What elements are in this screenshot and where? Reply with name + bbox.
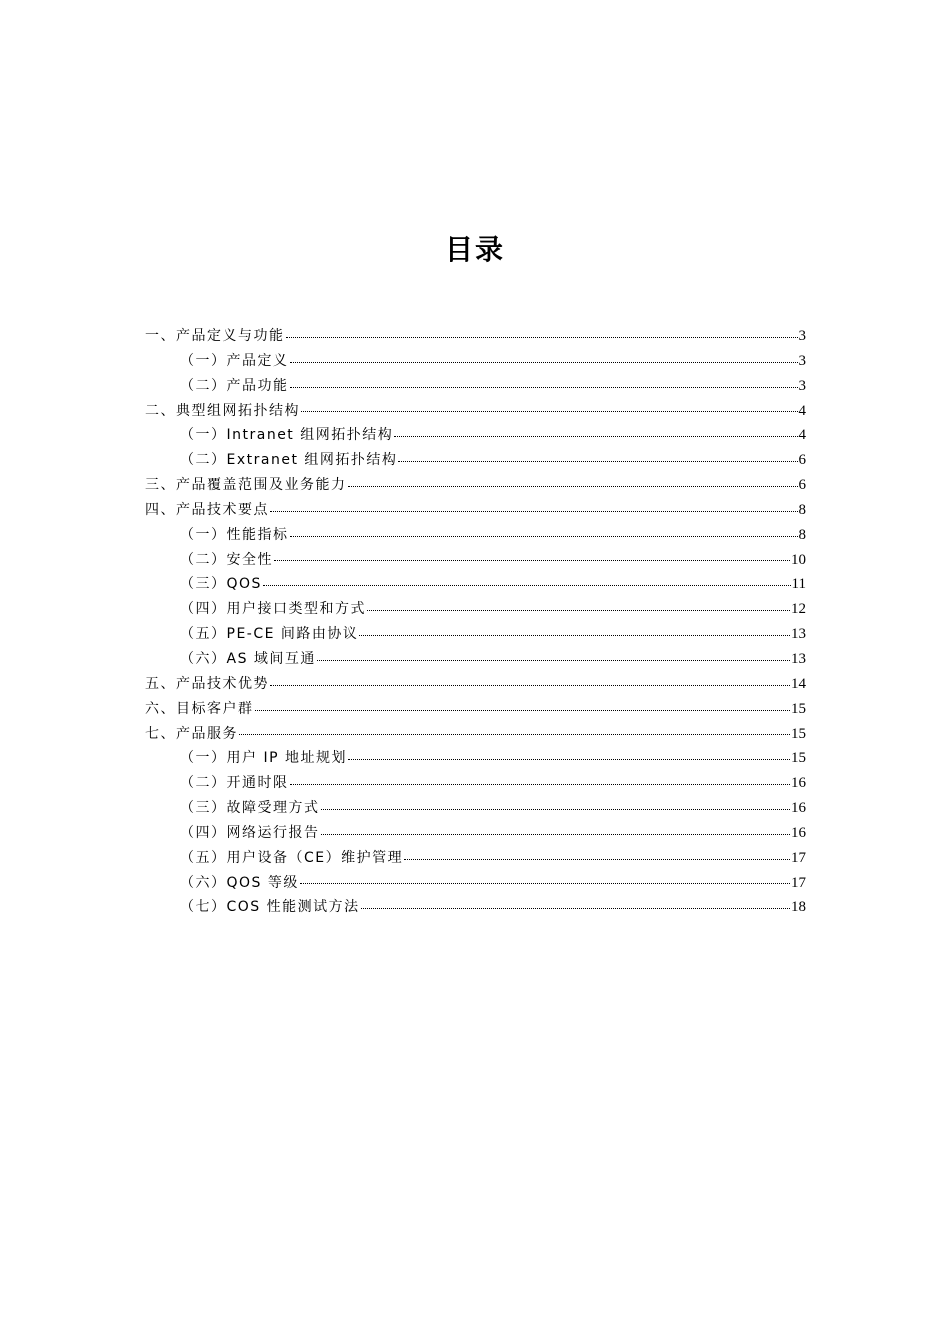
toc-entry[interactable]: [180, 871, 806, 896]
toc-entry-label: 七、产品服务: [145, 725, 238, 742]
toc-entry-label: 四、产品技术要点: [145, 501, 269, 518]
toc-page-number: 10: [791, 551, 806, 568]
toc-entry-label: （二）Extranet 组网拓扑结构: [180, 452, 398, 469]
toc-entry-label: （二）安全性: [180, 551, 273, 568]
toc-page-number: 3: [798, 328, 806, 344]
toc-entry[interactable]: [145, 399, 806, 424]
toc-leader-dots: [317, 659, 790, 661]
toc-entry-label: （三）故障受理方式: [180, 800, 320, 817]
toc-entry[interactable]: [180, 523, 806, 548]
toc-entry-label: （一）产品定义: [180, 352, 289, 369]
toc-leader-dots: [290, 386, 798, 388]
toc-page-number: 16: [791, 800, 806, 817]
toc-entry-label: （三）QOS: [180, 576, 262, 593]
toc-entry[interactable]: [180, 448, 806, 473]
toc-entry-label: （一）用户 IP 地址规划: [180, 750, 347, 767]
toc-page-number: 13: [791, 650, 806, 667]
toc-page-number: 16: [791, 775, 806, 792]
toc-leader-dots: [270, 684, 790, 686]
toc-page-number: 4: [798, 427, 806, 444]
toc-page-number: 11: [791, 576, 806, 593]
toc-page-number: 8: [798, 526, 806, 543]
toc-leader-dots: [290, 535, 798, 537]
toc-entry[interactable]: [180, 796, 806, 821]
toc-page-number: 17: [791, 849, 806, 866]
toc-leader-dots: [361, 907, 790, 909]
toc-leader-dots: [321, 833, 791, 835]
toc-leader-dots: [404, 858, 790, 860]
toc-page-number: 14: [791, 675, 806, 692]
toc-entry-label: （二）开通时限: [180, 775, 289, 792]
toc-leader-dots: [359, 634, 790, 636]
toc-page-number: 6: [798, 477, 806, 494]
toc-entry[interactable]: [180, 746, 806, 771]
toc-leader-dots: [290, 361, 798, 363]
toc-entry[interactable]: [145, 697, 806, 722]
toc-page-number: 15: [791, 750, 806, 767]
toc-entry-label: 二、典型组网拓扑结构: [145, 402, 300, 419]
toc-leader-dots: [321, 808, 791, 810]
toc-entry-label: （四）用户接口类型和方式: [180, 601, 366, 618]
toc-entry-label: （六）AS 域间互通: [180, 650, 316, 667]
toc-entry[interactable]: [180, 647, 806, 672]
toc-entry-label: 五、产品技术优势: [145, 675, 269, 692]
toc-page-number: 18: [791, 899, 806, 916]
toc-page-number: 3: [798, 377, 806, 394]
toc-entry-label: （六）QOS 等级: [180, 874, 299, 891]
toc-page-number: 12: [791, 601, 806, 618]
toc-leader-dots: [286, 336, 798, 338]
table-of-contents: [0, 324, 950, 920]
toc-leader-dots: [270, 510, 798, 512]
toc-page-number: 17: [791, 874, 806, 891]
toc-entry[interactable]: [180, 548, 806, 573]
page-title: 目录: [444, 233, 505, 266]
toc-page-number: 4: [798, 402, 806, 419]
toc-page-number: 8: [798, 501, 806, 518]
toc-entry-label: 六、目标客户群: [145, 700, 254, 717]
toc-entry[interactable]: [145, 722, 806, 747]
toc-leader-dots: [367, 609, 790, 611]
toc-leader-dots: [290, 783, 791, 785]
toc-leader-dots: [348, 758, 790, 760]
toc-leader-dots: [239, 733, 790, 735]
toc-leader-dots: [255, 709, 791, 711]
toc-leader-dots: [348, 485, 798, 487]
toc-entry[interactable]: [180, 771, 806, 796]
toc-entry[interactable]: [180, 597, 806, 622]
toc-entry-label: （五）用户设备（CE）维护管理: [180, 849, 404, 866]
toc-entry[interactable]: [180, 846, 806, 871]
toc-entry-label: （一）Intranet 组网拓扑结构: [180, 427, 394, 444]
toc-entry[interactable]: [145, 324, 806, 349]
toc-entry[interactable]: [180, 423, 806, 448]
toc-entry[interactable]: [145, 498, 806, 523]
toc-entry[interactable]: [145, 473, 806, 498]
toc-page-number: 13: [791, 626, 806, 643]
toc-entry-label: （一）性能指标: [180, 526, 289, 543]
toc-entry[interactable]: [180, 572, 806, 597]
toc-entry-label: （五）PE-CE 间路由协议: [180, 626, 359, 643]
toc-entry-label: 三、产品覆盖范围及业务能力: [145, 477, 347, 494]
toc-leader-dots: [398, 460, 797, 462]
toc-entry-label: 一、产品定义与功能: [145, 328, 285, 344]
toc-leader-dots: [394, 435, 797, 437]
toc-entry-label: （四）网络运行报告: [180, 824, 320, 841]
toc-leader-dots: [263, 584, 791, 586]
toc-entry[interactable]: [180, 622, 806, 647]
toc-leader-dots: [301, 410, 798, 412]
toc-leader-dots: [300, 882, 790, 884]
toc-entry[interactable]: [180, 349, 806, 374]
toc-page-number: 3: [798, 352, 806, 369]
toc-entry[interactable]: [180, 895, 806, 920]
toc-page-number: 16: [791, 824, 806, 841]
toc-entry[interactable]: [180, 374, 806, 399]
toc-page-number: 15: [791, 725, 806, 742]
toc-leader-dots: [274, 559, 790, 561]
toc-entry-label: （七）COS 性能测试方法: [180, 899, 360, 916]
toc-entry[interactable]: [180, 821, 806, 846]
toc-entry-label: （二）产品功能: [180, 377, 289, 394]
toc-page-number: 15: [791, 700, 806, 717]
toc-page-number: 6: [798, 452, 806, 469]
toc-entry[interactable]: [145, 672, 806, 697]
